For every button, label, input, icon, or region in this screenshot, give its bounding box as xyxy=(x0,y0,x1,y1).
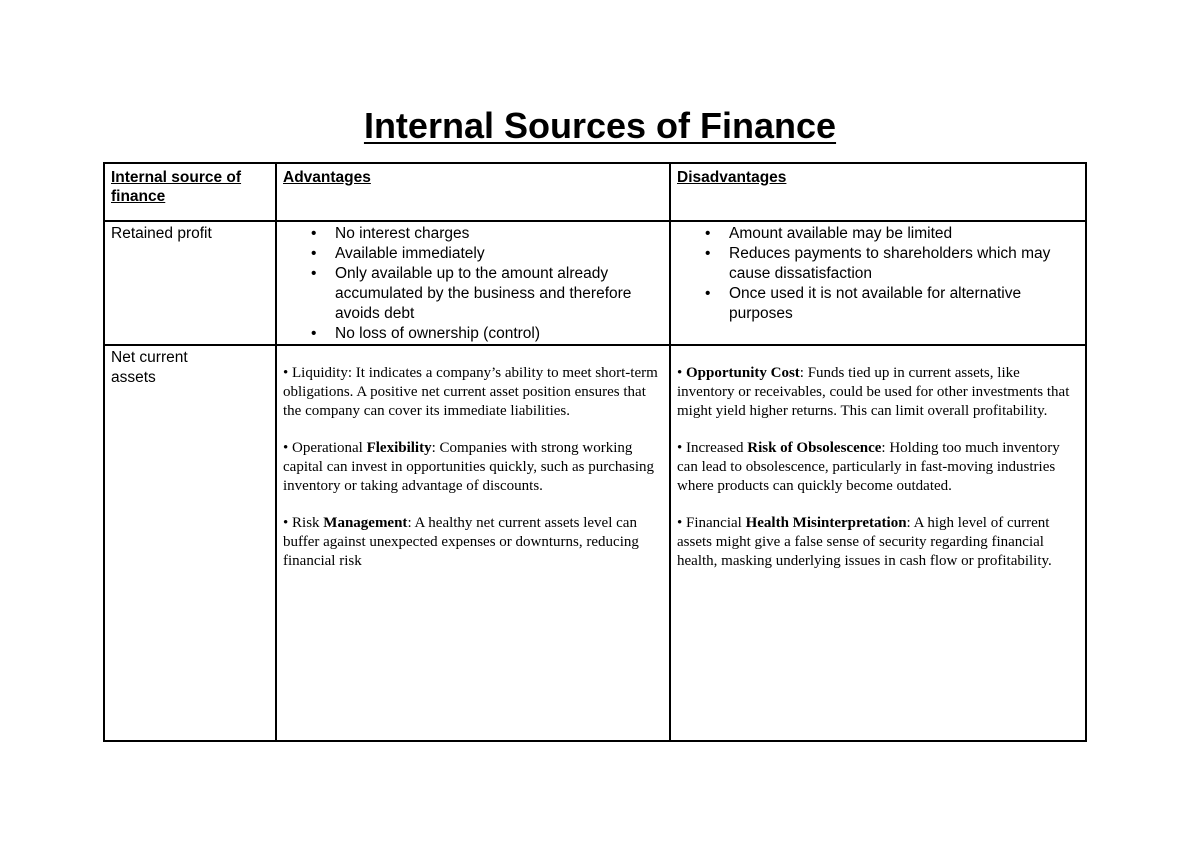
advantage-lead-plain: Risk xyxy=(292,515,324,531)
table-row-net-current-assets xyxy=(104,345,1086,741)
finance-table xyxy=(103,162,1087,742)
net-current-assets-label-cell xyxy=(104,345,276,741)
list-item: • No interest charges xyxy=(335,224,669,244)
advantage-lead-plain: Operational xyxy=(292,440,367,456)
list-item: • Only available up to the amount already accumulated by the business and therefore avoids debt xyxy=(335,264,669,324)
retained-profit-label: Retained profit xyxy=(111,225,212,242)
advantage-lead: Management xyxy=(323,515,408,531)
advantage-lead: Flexibility xyxy=(366,440,432,456)
advantage-risk-management xyxy=(283,514,661,571)
bullet: • xyxy=(283,515,289,531)
retained-profit-disadvantages-cell xyxy=(670,221,1086,345)
disadvantage-lead-plain: Financial xyxy=(686,515,746,531)
advantage-liquidity xyxy=(283,364,661,421)
header-cell-disadvantages xyxy=(670,163,1086,221)
net-current-assets-advantages-cell xyxy=(276,345,670,741)
list-item: • Amount available may be limited xyxy=(729,224,1085,244)
table-row-retained-profit xyxy=(104,221,1086,345)
header-cell-advantages xyxy=(276,163,670,221)
bullet: • xyxy=(677,440,683,456)
disadvantage-lead-plain: Increased xyxy=(686,440,748,456)
header-advantages: Advantages xyxy=(283,169,371,186)
header-disadvantages: Disadvantages xyxy=(677,169,787,186)
bullet: • xyxy=(283,365,289,381)
bullet: • xyxy=(677,515,683,531)
advantage-text: : Companies with strong working capital can invest in opportunities quickly, such as purchasing inventory or taking advantage of discounts. xyxy=(283,440,655,494)
advantage-flexibility xyxy=(283,439,661,496)
retained-profit-label-cell xyxy=(104,221,276,345)
header-cell-source xyxy=(104,163,276,221)
list-item: • Reduces payments to shareholders which may cause dissatisfaction xyxy=(729,244,1085,284)
disadvantage-lead: Opportunity xyxy=(686,365,771,381)
disadvantage-opportunity-cost xyxy=(677,364,1079,421)
retained-profit-advantages-cell xyxy=(276,221,670,345)
retained-profit-disadvantages-list xyxy=(671,222,1085,324)
disadvantage-text: : Funds tied up in current assets, like inventory or receivables, could be used for other investments that might yield higher returns. This can limit overall profitability. xyxy=(677,365,1070,419)
retained-profit-advantages-list xyxy=(277,222,669,344)
disadvantage-obsolescence xyxy=(677,439,1079,496)
list-item: • No loss of ownership (control) xyxy=(335,324,669,344)
disadvantage-lead: Health Misinterpretation xyxy=(745,515,907,531)
net-current-assets-label: Net current assets xyxy=(111,349,188,386)
bullet: • xyxy=(677,365,683,381)
net-current-assets-disadvantages xyxy=(671,346,1085,571)
advantage-text: : It indicates a company’s ability to meet short-term obligations. A positive net current asset position ensures that the company can cover its immediate liabilities. xyxy=(283,365,658,419)
disadvantage-misinterpretation xyxy=(677,514,1079,571)
net-current-assets-advantages xyxy=(277,346,669,571)
list-item: • Available immediately xyxy=(335,244,669,264)
disadvantage-text: : Holding too much inventory can lead to obsolescence, particularly in fast-moving industries where products can quickly become outdated. xyxy=(677,440,1060,494)
advantage-text: : A healthy net current assets level can buffer against unexpected expenses or downturns, reducing financial risk xyxy=(283,515,639,569)
disadvantage-lead: Cost xyxy=(770,365,800,381)
disadvantage-text: : A high level of current assets might give a false sense of security regarding financial health, masking underlying issues in cash flow or profitability. xyxy=(677,515,1052,569)
advantage-lead: Liquidity xyxy=(292,365,348,381)
header-source: Internal source of finance xyxy=(111,169,242,205)
net-current-assets-disadvantages-cell xyxy=(670,345,1086,741)
list-item: • Once used it is not available for alternative purposes xyxy=(729,284,1085,324)
table-header-row xyxy=(104,163,1086,221)
bullet: • xyxy=(283,440,289,456)
page-title: Internal Sources of Finance xyxy=(363,105,837,146)
disadvantage-lead: Risk of Obsolescence xyxy=(747,440,882,456)
